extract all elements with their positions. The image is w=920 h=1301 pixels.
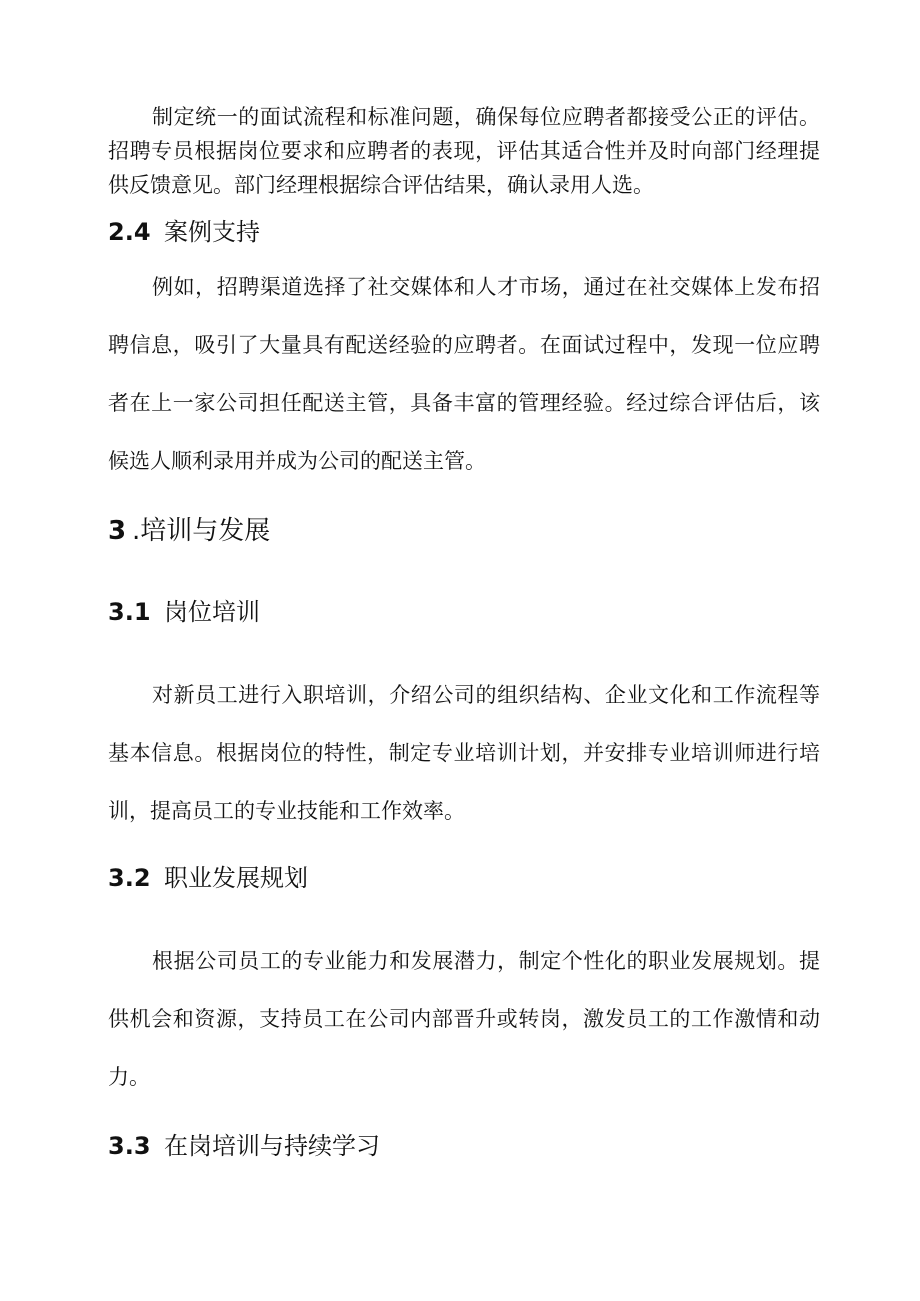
heading-number: 3.3 (108, 1132, 151, 1160)
paragraph-job-training: 对新员工进行入职培训，介绍公司的组织结构、企业文化和工作流程等基本信息。根据岗位的特性，制定专业培训计划，并安排专业培训师进行培训，提高员工的专业技能和工作效率。 (108, 683, 820, 823)
paragraph-career-planning: 根据公司员工的专业能力和发展潜力，制定个性化的职业发展规划。提供机会和资源，支持员工在公司内部晋升或转岗，激发员工的工作激情和动力。 (108, 949, 820, 1089)
heading-number: 3.1 (108, 598, 151, 626)
paragraph-interview-process: 制定统一的面试流程和标准问题，确保每位应聘者都接受公正的评估。招聘专员根据岗位要求和应聘者的表现，评估其适合性并及时向部门经理提供反馈意见。部门经理根据综合评估结果，确认录用人选。 (108, 105, 820, 197)
heading-3 (108, 510, 270, 547)
heading-title: .培训与发展 (132, 516, 271, 546)
heading-title: 在岗培训与持续学习 (164, 1132, 380, 1160)
heading-title: 岗位培训 (164, 598, 260, 626)
heading-title: 职业发展规划 (164, 864, 308, 892)
heading-2-4 (108, 212, 260, 247)
heading-number: 2.4 (108, 218, 151, 246)
heading-3-1 (108, 592, 260, 627)
heading-title: 案例支持 (164, 218, 260, 246)
heading-3-2 (108, 858, 308, 893)
heading-number: 3 (108, 516, 127, 546)
heading-number: 3.2 (108, 864, 151, 892)
heading-3-3 (108, 1126, 380, 1161)
paragraph-case-support: 例如，招聘渠道选择了社交媒体和人才市场，通过在社交媒体上发布招聘信息，吸引了大量具有配送经验的应聘者。在面试过程中，发现一位应聘者在上一家公司担任配送主管，具备丰富的管理经验。经过综合评估后，该候选人顺利录用并成为公司的配送主管。 (108, 275, 820, 473)
